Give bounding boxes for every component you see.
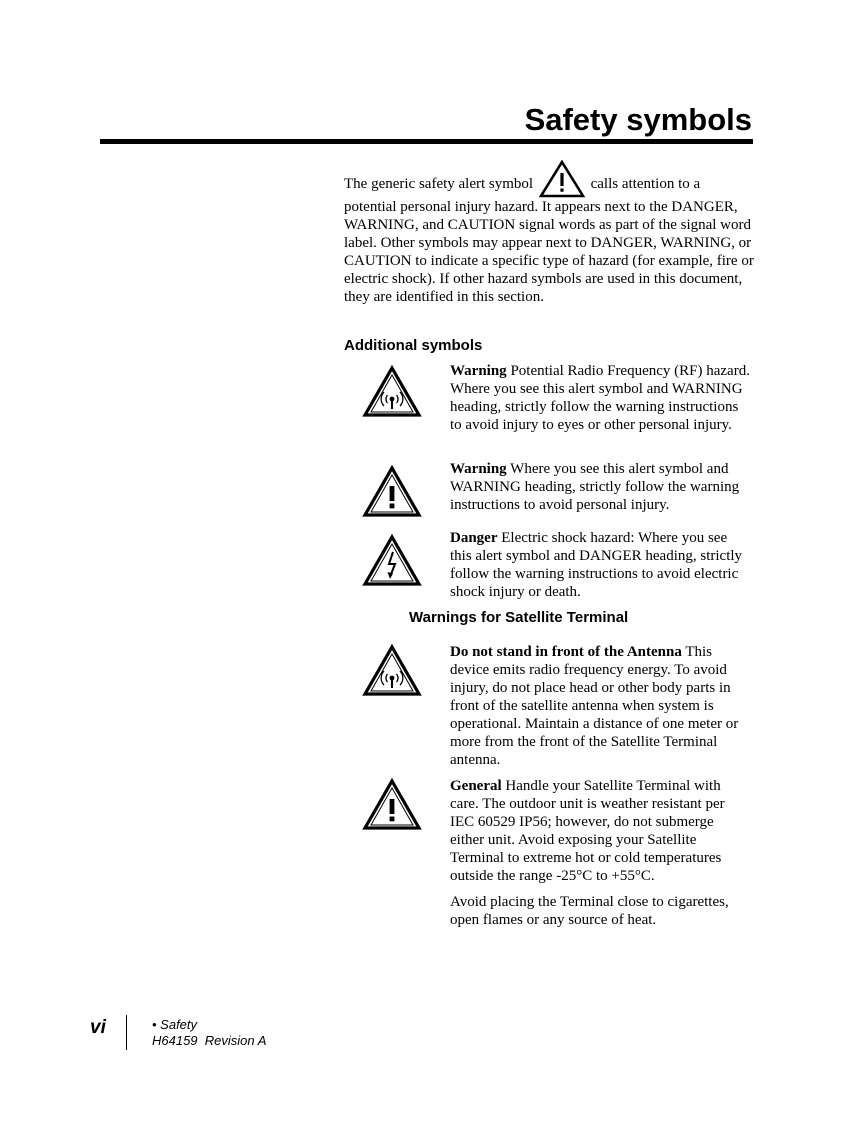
symbol-description: [450, 460, 750, 514]
footer-page-number: vi: [90, 1017, 106, 1038]
electric-shock-icon: [362, 533, 422, 587]
intro-text-before-icon: The generic safety alert symbol: [344, 176, 534, 192]
exclamation-warning-icon: [362, 777, 422, 831]
symbol-text: Electric shock hazard: Where you see this alert symbol and DANGER heading, strictly follow the warning instructions to avoid electric shock injury or death.: [450, 530, 743, 600]
rf-hazard-icon: [362, 364, 422, 418]
additional-symbols-heading: Additional symbols: [344, 337, 483, 354]
symbol-text: Where you see this alert symbol and WARNING heading, strictly follow the warning instructions to avoid personal injury.: [450, 461, 740, 513]
warning-text: This device emits radio frequency energy. To avoid injury, do not place head or other body parts in front of the satellite antenna when system is operational. Maintain a distance of one meter or more from the front of the Satellite Terminal antenna.: [450, 644, 739, 768]
footer-section: • Safety: [152, 1017, 198, 1032]
intro-text-after-icon: calls attention to a potential personal injury hazard. It appears next to the DANGER, WARNING, and CAUTION signal words as part of the signal word label. Other symbols may appear next to DANGER, WARNING, or CAUTION to indicate a specific type of hazard (for example, fire or electric shock). If other hazard symbols are used in this document, they are identified in this section.: [344, 176, 754, 305]
signal-word: General: [450, 778, 502, 794]
exclamation-warning-icon: [362, 464, 422, 518]
symbol-description: [450, 529, 750, 601]
satellite-warnings-heading: Warnings for Satellite Terminal: [409, 609, 629, 626]
symbol-text: Potential Radio Frequency (RF) hazard. Where you see this alert symbol and WARNING heading, strictly follow the warning instructions to avoid injury to eyes or other personal injury.: [450, 363, 750, 433]
signal-word: Warning: [450, 363, 507, 379]
warning-triangle-icon: [539, 160, 585, 198]
warning-description: [450, 643, 750, 769]
footer-document-id: H64159 Revision A: [152, 1033, 267, 1048]
warning-text: Handle your Satellite Terminal with care. The outdoor unit is weather resistant per IEC 60529 IP56; however, do not submerge either unit. Avoid exposing your Satellite Terminal to extreme hot or cold temperatures outside the range -25°C to +55°C.: [450, 778, 725, 884]
title-rule: [100, 139, 753, 144]
signal-word: Do not stand in front of the Antenna: [450, 644, 682, 660]
warning-description: [450, 777, 750, 885]
page-title: Safety symbols: [524, 102, 752, 137]
footer-divider: [126, 1015, 127, 1050]
intro-paragraph: [344, 160, 754, 306]
symbol-description: [450, 362, 750, 434]
rf-hazard-icon: [362, 643, 422, 697]
signal-word: Warning: [450, 461, 507, 477]
footer-info: [152, 1017, 266, 1049]
heat-warning-paragraph: Avoid placing the Terminal close to cigarettes, open flames or any source of heat.: [450, 894, 729, 928]
signal-word: Danger: [450, 530, 498, 546]
